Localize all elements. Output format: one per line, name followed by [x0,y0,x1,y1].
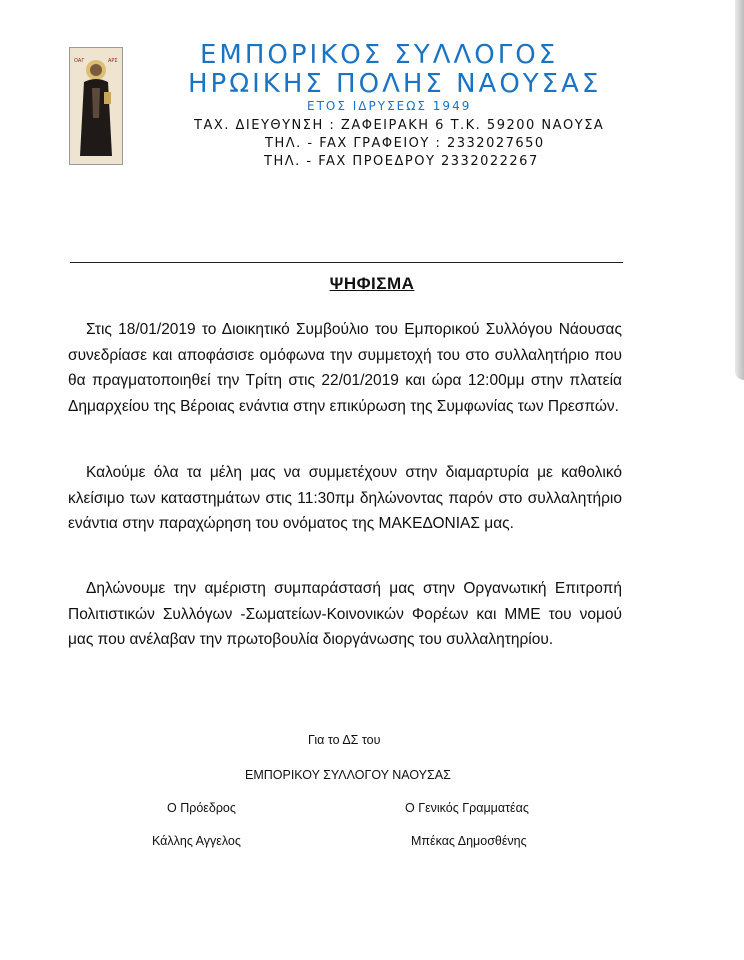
secretary-name: Μπέκας Δημοσθένης [411,834,527,848]
saint-figure-icon [70,48,122,164]
scrollbar-edge[interactable] [735,0,744,380]
secretary-title: Ο Γενικός Γραμματέας [405,801,529,815]
svg-text:ΑΡΣ: ΑΡΣ [108,58,118,64]
paragraph-1 [68,317,622,419]
paragraph-text: Στις 18/01/2019 το Διοικητικό Συμβούλιο του Εμπορικού Συλλόγου Νάουσας συνεδρίασε και αποφάσισε ομόφωνα την συμμετοχή του στο συλλαλητήριο που θα πραγματοποιηθεί την Τρίτη στις 22/01/2019 και ώρα 12:00μμ στην πλατεία Δημαρχείου της Βέροιας ενάντια στην επικύρωση της Συμφωνίας των Πρεσπών. [68,321,622,415]
document-title: ΨΗΦΙΣΜΑ [329,274,415,293]
association-label: ΕΜΠΟΡΙΚΟΥ ΣΥΛΛΟΓΟΥ ΝΑΟΥΣΑΣ [245,768,451,782]
president-name: Κάλλης Αγγελος [152,834,241,848]
paragraph-text: Καλούμε όλα τα μέλη μας να συμμετέχουν στην διαμαρτυρία με καθολικό κλείσιμο των καταστημάτων στις 11:30πμ δηλώνοντας παρόν στο συλλαλητήριο ενάντια στην παραχώρηση του ονόματος της ΜΑΚΕΔΟΝΙΑΣ μας. [68,464,622,532]
letterhead-name-line1: ΕΜΠΟΡΙΚΟΣ ΣΥΛΛΟΓΟΣ [200,40,559,70]
svg-text:ΟΑΓ: ΟΑΓ [74,58,85,64]
header-divider [70,262,623,263]
paragraph-2 [68,460,622,537]
president-title: Ο Πρόεδρος [167,801,236,815]
letterhead-phone-office: ΤΗΛ. - FAX ΓΡΑΦΕΙΟΥ : 2332027650 [265,136,545,151]
for-board-label: Για το ΔΣ του [308,733,381,747]
letterhead-phone-president: ΤΗΛ. - FAX ΠΡΟΕΔΡΟΥ 2332022267 [264,154,539,169]
letterhead-name-line2: ΗΡΩΙΚΗΣ ΠΟΛΗΣ ΝΑΟΥΣΑΣ [188,69,602,99]
paragraph-text: Δηλώνουμε την αμέριστη συμπαράστασή μας στην Οργανωτική Επιτροπή Πολιτιστικών Συλλόγων -Σωματείων-Κοινονικών Φορέων και ΜΜΕ του νομού μας που ανέλαβαν την πρωτοβουλία διοργάνωσης του συλλαλητηρίου. [68,580,622,648]
letterhead-address: ΤΑΧ. ΔΙΕΥΘΥΝΣΗ : ΖΑΦΕΙΡΑΚΗ 6 Τ.Κ. 59200 ΝΑΟΥΣΑ [194,118,605,133]
paragraph-3 [68,576,622,653]
letterhead-founded: ΕΤΟΣ ΙΔΡΥΣΕΩΣ 1949 [307,99,472,113]
saint-icon-image [69,47,123,165]
